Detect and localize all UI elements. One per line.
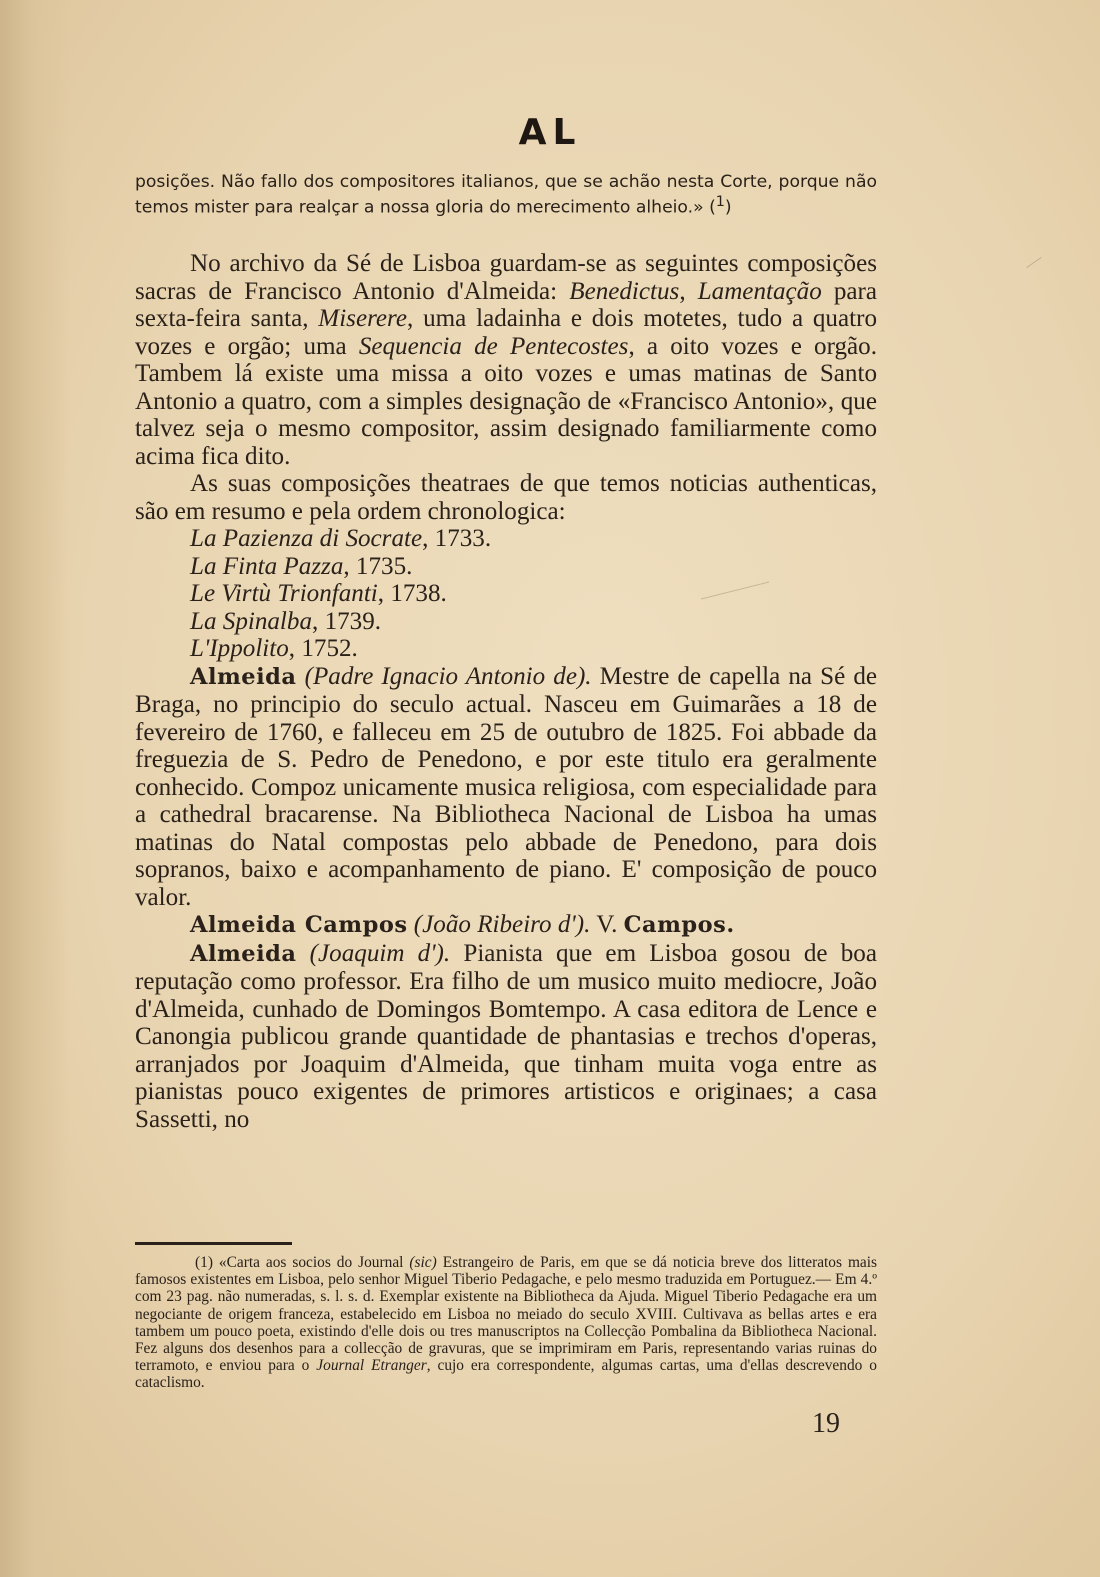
work-list-item [135, 580, 877, 608]
entry-headword: Almeida [190, 663, 297, 690]
entry-subtitle: (João Ribeiro d'). [407, 911, 591, 938]
page-number: 19 [812, 1408, 840, 1439]
footnote [135, 1254, 877, 1392]
text-run: , [679, 277, 698, 305]
work-title: Benedictus [569, 277, 680, 305]
quotation-continuation [135, 172, 877, 218]
work-title: Lamentação [697, 277, 822, 305]
intro-text: posições. Não fallo dos compositores italianos, que se achão nesta Corte, porque não temos mister para realçar a nossa gloria do merecimento alheio.» ( [135, 172, 877, 218]
work-year: , 1752. [288, 635, 358, 662]
entry-headword: Almeida Campos [190, 912, 408, 938]
intro-close: ) [724, 197, 732, 218]
entry-subtitle: (Joaquim d'). [296, 939, 451, 967]
footnote-text: , cujo era correspondente, algumas cartas, uma d'ellas descrevendo o cataclismo. [135, 1357, 877, 1392]
footnote-text: Estrangeiro de Paris, em que se dá noticia breve dos litteratos mais famosos existentes em Lisboa, pelo senhor Miguel Tiberio Pedagache, e pelo mesmo traduzida em Portuguez.— Em 4.º com 23 pag. não numeradas, s. l. s. d. Exemplar existente na Bibliotheca da Ajuda. Miguel Tiberio Pedagache era um negociante de origem franceza, estabelecido em Lisboa no meiado do seculo XVIII. Cultivava as bellas artes e era tambem um pouco poeta, existindo d'elle dois ou tres manuscriptos na Collecção Pombalina da Bibliotheca Nacional. Fez alguns dos desenhos para a collecção de gravuras, que se imprimiram em Paris, representando varias ruinas do terramoto, e enviou para o [135, 1254, 878, 1375]
entry-joaquim [135, 940, 877, 1134]
running-header: AL [518, 112, 582, 153]
paragraph-theatrical: As suas composições theatraes de que temos noticias authenticas, são em resumo e pela ordem chronologica: [135, 470, 877, 525]
work-list-item [135, 635, 877, 663]
work-title: L'Ippolito [190, 635, 289, 662]
work-title: Miserere [318, 305, 408, 332]
work-year: , 1735. [343, 552, 413, 580]
work-title: Sequencia de Pentecostes [358, 332, 629, 360]
work-title: Le Virtù Trionfanti [190, 580, 378, 607]
paragraph-archive [135, 250, 877, 470]
work-year: , 1733. [422, 525, 492, 552]
work-title: La Finta Pazza [190, 552, 344, 580]
entry-text: Pianista que em Lisboa gosou de boa reputação como professor. Era filho de um musico muito mediocre, João d'Almeida, cunhado de Domingos Bomtempo. A casa editora de Lence e Canongia publicou grande quantidade de phantasias e trechos d'operas, arranjados por Joaquim d'Almeida, que tinham muita voga entre as pianistas pouco exigentes de primores artisticos e originaes; a casa Sassetti, no [135, 939, 877, 1133]
work-year: , 1738. [377, 580, 447, 607]
work-list-item [135, 525, 877, 553]
footnote-divider [135, 1242, 292, 1245]
work-list-item [135, 553, 877, 581]
pencil-mark [1026, 257, 1041, 268]
entry-campos [135, 911, 877, 940]
footnote-text: (1) «Carta aos socios do Journal [195, 1254, 410, 1271]
text-run: , uma ladainha e dois motetes, tudo a quatro vozes e orgão; uma [135, 305, 877, 360]
work-title: La Spinalba [190, 607, 313, 635]
page-edge-shadow [0, 0, 70, 1577]
text-run: , a oito vozes e orgão. Tambem lá existe uma missa a oito vozes e umas matinas de Santo Antonio a quatro, com a simples designação de «Francisco Antonio», que talvez seja o mesmo compositor, assim designado familiarmente como acima fica dito. [135, 332, 877, 470]
work-title: La Pazienza di Socrate [190, 525, 423, 552]
work-list-item [135, 608, 877, 636]
cross-reference: Campos. [623, 912, 735, 938]
see-reference: V. [590, 911, 624, 938]
footnote-ref: 1 [715, 194, 725, 210]
text-run: para sexta-feira santa, [135, 277, 878, 332]
main-text [135, 250, 877, 1133]
entry-ignacio [135, 663, 877, 912]
text-run: No archivo da Sé de Lisboa guardam-se as seguintes composições sacras de Francisco Antonio d'Almeida: [135, 250, 877, 305]
entry-headword: Almeida [190, 940, 297, 967]
work-year: , 1739. [312, 607, 382, 635]
footnote-italic: Journal Etranger [316, 1357, 427, 1375]
footnote-italic: (sic) [409, 1254, 437, 1271]
entry-subtitle: (Padre Ignacio Antonio de). [296, 662, 592, 690]
entry-text: Mestre de capella na Sé de Braga, no principio do seculo actual. Nasceu em Guimarães a 18 de fevereiro de 1760, e falleceu em 25 de outubro de 1825. Foi abbade da freguezia de S. Pedro de Penedono, e por este titulo era geralmente conhecido. Compoz unicamente musica religiosa, com especialidade para a cathedral bracarense. Na Bibliotheca Nacional de Lisboa ha umas matinas do Natal compostas pelo abbade de Penedono, para dois sopranos, baixo e acompanhamento de piano. E' composição de pouco valor. [135, 662, 877, 911]
